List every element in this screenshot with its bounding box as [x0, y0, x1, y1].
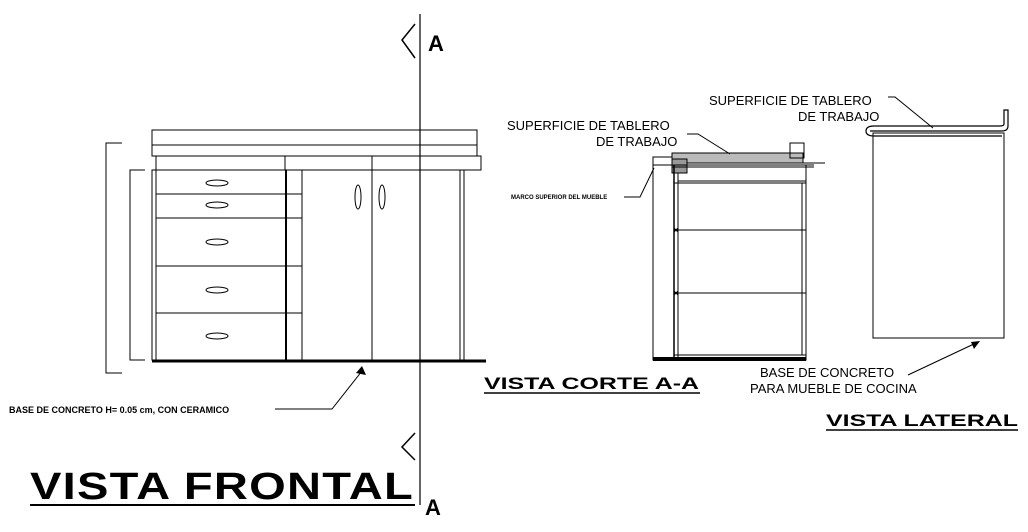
- front-top-frame: [156, 156, 481, 170]
- cut-label-top: A: [428, 31, 444, 56]
- lateral-base-leader: [908, 343, 976, 375]
- front-base-note: BASE DE CONCRETO H= 0.05 cm, CON CERAMICO: [9, 405, 230, 415]
- section-view-title: VISTA CORTE A-A: [484, 374, 699, 393]
- section-countertop: [672, 153, 803, 163]
- door-right-handle: [379, 185, 385, 209]
- lateral-surface-label-2: DE TRABAJO: [798, 109, 880, 124]
- drawer-1: [156, 170, 302, 194]
- drawer-5: [156, 313, 302, 360]
- lateral-surface-label-1: SUPERFICIE DE TABLERO: [709, 93, 872, 108]
- section-frame-leader: [624, 168, 654, 197]
- section-view: [624, 134, 825, 360]
- front-view-title: VISTA FRONTAL: [30, 466, 414, 508]
- lateral-surface-leader: [888, 97, 933, 128]
- lateral-countertop: [866, 110, 1008, 136]
- lateral-view: [866, 97, 1008, 375]
- drawer-4: [156, 266, 302, 313]
- front-view: [106, 130, 486, 409]
- drawer-handles: [206, 180, 228, 339]
- door-left-handle: [355, 185, 361, 209]
- section-cut-line: [402, 14, 420, 505]
- front-countertop: [152, 130, 477, 156]
- lateral-base-label-2: PARA MUEBLE DE COCINA: [750, 381, 917, 396]
- lateral-base-label-1: BASE DE CONCRETO: [760, 365, 895, 380]
- front-base-leader: [275, 371, 362, 409]
- front-cabinet-body: [152, 170, 464, 360]
- door-left: [302, 170, 372, 360]
- drawer-3: [156, 218, 302, 266]
- section-cabinet-body: [653, 165, 806, 360]
- front-dim-inner: [130, 170, 145, 360]
- lateral-cabinet-body: [873, 133, 1004, 338]
- section-surface-label-2: DE TRABAJO: [596, 134, 678, 149]
- front-dim-outer: [106, 143, 122, 373]
- cut-label-bottom: A: [425, 495, 441, 520]
- section-surface-label-1: SUPERFICIE DE TABLERO: [507, 118, 670, 133]
- section-surface-leader: [687, 134, 730, 154]
- drawer-2: [156, 194, 302, 218]
- lateral-view-title: VISTA LATERAL: [826, 411, 1018, 430]
- section-frame-label: MARCO SUPERIOR DEL MUEBLE: [511, 195, 608, 201]
